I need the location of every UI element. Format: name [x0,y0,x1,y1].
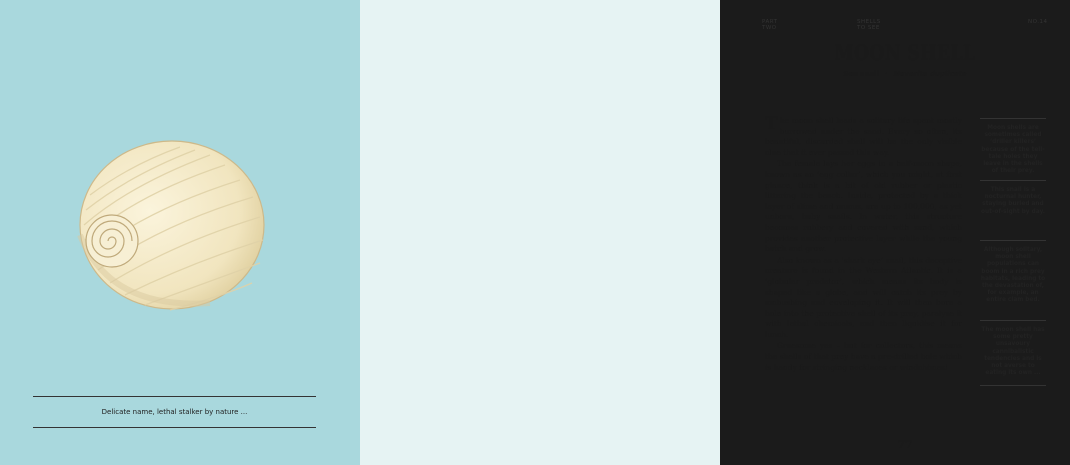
paragraph-1 [765,116,962,158]
article-body [765,116,962,374]
sidebar-note: Although solitary, moon shell populations can boom in a rich prey habitats, leading to the devastation of, for example, an entire clam bed. [980,240,1046,320]
article-subtitle [740,70,1070,78]
sidebar-note: This snail is a nocturnal hunter, staying buried and out-of-sight by day. [980,180,1046,240]
right-page [360,0,1048,465]
sidebar-note: Moon shells are sometimes called ‘driller killers’ because of the tell-tale holes they leave in the shells of their prey. [980,118,1046,180]
caption-box [33,396,316,428]
moon-shell-illustration [70,125,270,315]
sidebar-note: The moon shell has some pretty unsavoury cannibalistic tendencies and is not averse to eating its own ... [980,320,1046,386]
paragraph-3: Also known as a ‘shark eye’ snail, this deceptive creature is found in the Western Atlantic. It is a ‘globular predator’, which means its body is shaped like a globe, and will catch its prey by ambushing and enveloping it. It will then bore a hole into the protective shell of its prey, paralyse it with lethal chemicals, and then liquidise it for lunch. [765,255,962,339]
running-header-number: NO.14 [1028,19,1048,25]
drop-cap: T [765,114,778,134]
subtitle-common-name: Sea snail [843,70,879,78]
sidebar-notes [980,118,1046,386]
paragraph-1-text: he moon shell leads a solitary life spent mostly burrowed under the sand. Every so often, its beautiful, discarded shell will be the only visible clue that it ever passed this way. [765,116,962,157]
subtitle-separator: · [884,70,888,78]
running-header-section: SHELLS TO SEE [857,19,881,31]
paragraph-4: Gruesome yes – but for collectors, this means the shells of that prey have a pre-drilled hole which is handy for stringing necklaces or windchimes! [765,341,962,372]
article-title: MOON SHELL [834,40,976,65]
left-page [0,0,360,465]
paragraph-2: The female lays her eggs in a half-moon shape, known as an ‘egg collar’, which you might, at first glance, think is a bit of old rubber or plastic littering the beach. Inside, protected by a thick layer of slime and mucus, are up to 100,000, as yet unborn, baby snails. In water, this structure becomes rubbery and covered with sand, which provides another protective layer while the young hatch and grow. [765,159,962,254]
page-number: 77 [897,438,913,451]
shell-icon [70,125,270,315]
left-page-caption: Delicate name, lethal stalker by nature ... [101,408,248,416]
running-header-part: PART TWO [762,19,778,31]
subtitle-latin-name: Neverita duplicata [893,70,967,78]
